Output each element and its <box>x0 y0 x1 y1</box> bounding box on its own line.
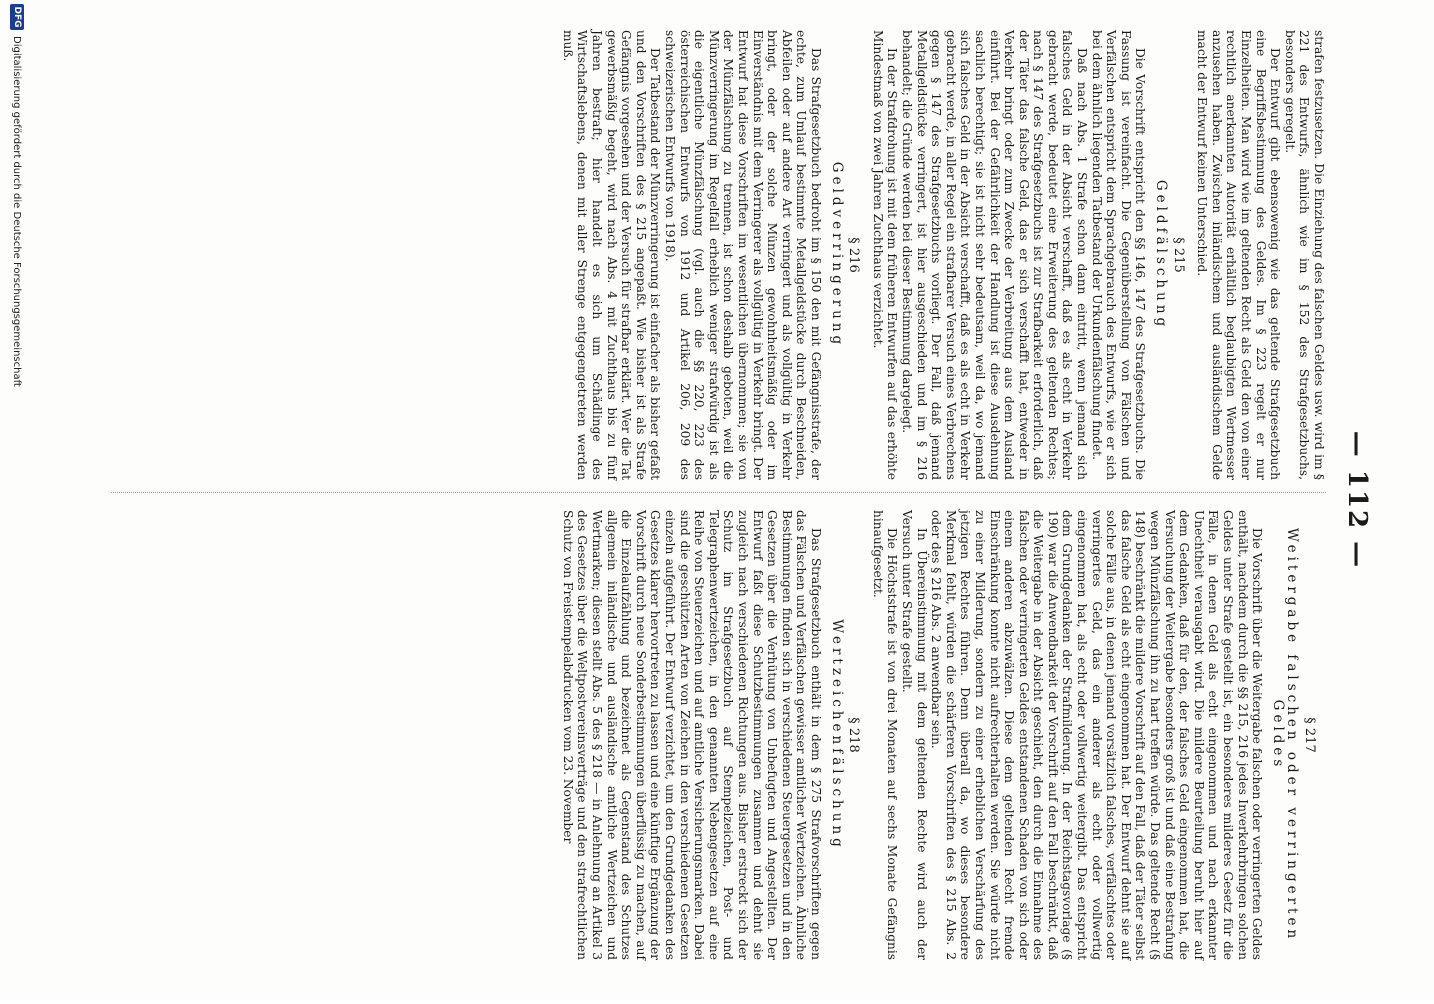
section-215-paragraph: Die Vorschrift entspricht den §§ 146, 147 des Strafgesetzbuchs. Die Fassung ist vereinfacht. Die Gegenüberstellung von Fälschen und Verfälschen entspricht dem Sprachgebrauch des Entwurfs, wie er sich bei dem ähnlich liegenden Tatbestand der Urkundenfälschung findet. <box>1089 30 1148 480</box>
intro-paragraph: strafen festzusetzen. Die Einziehung des falschen Geldes usw. wird im § 221 des Entwurfs, ähnlich wie im § 152 des Strafgesetzbuchs, besonders geregelt. <box>1282 30 1326 480</box>
section-216-paragraph: Das Strafgesetzbuch bedroht im § 150 den mit Gefängnisstrafe, der echte, zum Umlauf bestimmte Metallgeldstücke durch Beschneiden, Abfeilen oder auf andere Art verringert und als vollgültig in Verkehr bringt, oder der solche Münzen gewohnheitsmäßig oder im Einverständnis mit dem Verringerer als vollgültig in Verkehr bringt. Der Entwurf hat diese Vorschriften im wesentlichen übernommen; sie von der Münzfälschung zu trennen, ist schon deshalb geboten, weil die Münzverringerung im Regelfall erheblich weniger strafwürdig ist als die eigentliche Münzfälschung (vgl. auch die §§ 220, 223 des österreichischen Entwurfs von 1912 und Artikel 206, 209 des schweizerischen Entwurfs von 1918). <box>663 30 823 480</box>
section-217-paragraph: Die Vorschrift über die Weitergabe falschen oder verringerten Geldes enthält, nachdem durch die §§ 215, 216 jedes Inverkehrbringen solchen Geldes unter Strafe gestellt ist, ein besonderes milderes Gesetz für die Fälle, in denen Geld als echt eingenommen und nach erkannter Unechtheit verausgabt wird. Die mildere Beurteilung beruht hier auf dem Gedanken, daß für den, der falsches Geld eingenommen hat, die Versuchung der Weitergabe besonders groß ist und daß eine Bestrafung wegen Münzfälschung ihn zu hart treffen würde. Das geltende Recht (§ 148) beschränkt die mildere Vorschrift auf den Fall, daß der Täter selbst das falsche Geld als echt eingenommen hat. Der Entwurf dehnt sie auf solche Fälle aus, in denen jemand vorsätzlich falsches, verfälschtes oder verringertes Geld, das ein anderer als echt oder vollwertig eingenommen hat, als echt oder vollwertig weitergibt. Das entspricht dem Grundgedanken der Strafmilderung. In der Reichstagsvorlage (§ 190) war die Anwendbarkeit der Vorschrift auf den Fall beschränkt, daß die Weitergabe in der Absicht geschieht, den durch die Einnahme des falschen oder verringerten Geldes entstandenen Schaden von sich oder einem anderen abzuwälzen. Diese dem geltenden Recht fremde Einschränkung konnte nicht aufrechterhalten werden. Sie würde nicht zu einer Milderung, sondern zu einer erheblichen Verschärfung des jetzigen Rechtes führen. Denn überall da, wo dieses besondere Merkmal fehlt, würden die schärferen Vorschriften des § 215 Abs. 2 oder des § 216 Abs. 2 anwendbar sein. <box>929 510 1265 960</box>
dfg-logo-icon: DFG <box>10 4 24 30</box>
section-title-215: Geldfälschung <box>1153 179 1170 331</box>
section-217-paragraph: In Übereinstimmung mit dem geltenden Rechte wird auch der Versuch unter Strafe gestellt. <box>899 510 929 960</box>
section-title-216: Geldverringerung <box>828 161 845 349</box>
section-218-paragraph: Das Strafgesetzbuch enthält in dem § 275 Strafvorschriften gegen das Fälschen und Verfälschen gewisser amtlicher Wertzeichen. Ähnliche Bestimmungen finden sich in verschiedenen Steuergesetzen und in den Gesetzen über die Verhütung von Unbefugten und Angestellten. Der Entwurf faßt diese Schutzbestimmungen zusammen und dehnt sie zugleich nach verschiedenen Richtungen aus. Bisher erstreckt sich der Schutz im Strafgesetzbuch auf Stempelzeichen, Post- und Telegraphenwertzeichen, in den genannten Nebengesetzen auf eine Reihe von Steuerzeichen und auf amtliche Versicherungsmarken. Dabei sind die geschützten Arten von Zeichen in den verschiedenen Gesetzen einzeln aufgeführt. Der Entwurf verzichtet, um den Grundgedanken des Gesetzes klarer hervortreten zu lassen und eine künftige Ergänzung der Vorschrift durch neue Sonderbestimmungen überflüssig zu machen, auf die Einzelaufzählung und bezeichnet als Gegenstand des Schutzes allgemein inländische und ausländische amtliche Wertzeichen und Wertmarken; diesen stellt Abs. 5 des § 218 — in Anlehnung an Artikel 3 des Gesetzes über die Weltpostvereinsverträge und den strafrechtlichen Schutz von Freistempelabdrucken vom 23. November <box>560 510 823 960</box>
section-number-216: § 216 <box>846 237 862 273</box>
digitization-credit: Digitalisierung gefördert durch die Deutsche Forschungsgemeinschaft <box>11 36 23 387</box>
section-216-paragraph: Der Tatbestand der Münzverringerung ist einfacher als bisher gefaßt und den Vorschriften des § 215 angepaßt. Wie bisher ist als Strafe Gefängnis vorgesehen und der Versuch für strafbar erklärt. Wer die Tat gewerbsmäßig begeht, wird nach Abs. 4 mit Zuchthaus bis zu fünf Jahren bestraft; hier handelt es sich um Schädlinge des Wirtschaftslebens, denen mit aller Strenge entgegengetreten werden muß. <box>560 30 663 480</box>
intro-paragraph: Der Entwurf gibt ebensowenig wie das geltende Strafgesetzbuch eine Begriffsbestimmung des Geldes. Im § 223 regelt er nur Einzelheiten. Man wird wie im geltenden Recht als Geld den von einer rechtlich anerkannten Autorität erhältlich beglaubigten Wertmesser anzusehen haben. Zwischen inländischem und ausländischem Gelde macht der Entwurf keinen Unterschied. <box>1195 30 1283 480</box>
page-number: — 112 — <box>1342 430 1372 570</box>
section-215-paragraph: In der Strafdrohung ist mit dem früheren Entwurfen auf das erhöhte Mindestmaß von zwei Jahren Zuchthaus verzichtet. <box>870 30 900 480</box>
section-number-217: § 217 <box>1302 717 1317 753</box>
section-title-218: Wertzeichenfälschung <box>828 619 845 851</box>
section-215-paragraph: Daß nach Abs. 1 Strafe schon dann eintritt, wenn jemand sich falsches Geld in der Absicht verschafft, daß es als echt in Verkehr gebracht werde, bedeutet eine Erweiterung des geltenden Rechtes; nach § 147 des Strafgesetzbuchs ist zur Strafbarkeit erforderlich, daß der Täter das falsche Geld, das er sich verschafft hat, entweder in Verkehr bringt oder zum Zwecke der Verbreitung aus dem Ausland einführt. Bei der Gefährlichkeit der Handlung ist diese Ausdehnung sachlich berechtigt; sie ist nicht sehr bedeutsam, weil da, wo jemand sich falsches Geld in der Absicht verschafft, daß es als echt in Verkehr gebracht werde, in aller Regel ein strafbarer Versuch eines Verbrechens gegen § 147 des Strafgesetzbuchs vorliegt. Der Fall, daß jemand Metallgeldstücke verringert, ist hier ausgeschieden und im § 216 behandelt; die Gründe werden bei dieser Bestimmung dargelegt. <box>899 30 1090 480</box>
column-divider <box>111 492 1326 493</box>
section-number-218: § 218 <box>846 717 862 753</box>
section-number-215: § 215 <box>1170 237 1186 273</box>
right-column <box>560 510 1326 960</box>
section-217-paragraph: Die Höchststrafe ist von drei Monaten auf sechs Monate Gefängnis hinaufgesetzt. <box>870 510 900 960</box>
section-title-217: Weitergabe falschen oder verringerten Geldes <box>1269 527 1301 943</box>
left-column <box>560 30 1326 480</box>
digitization-footer <box>6 0 28 1004</box>
